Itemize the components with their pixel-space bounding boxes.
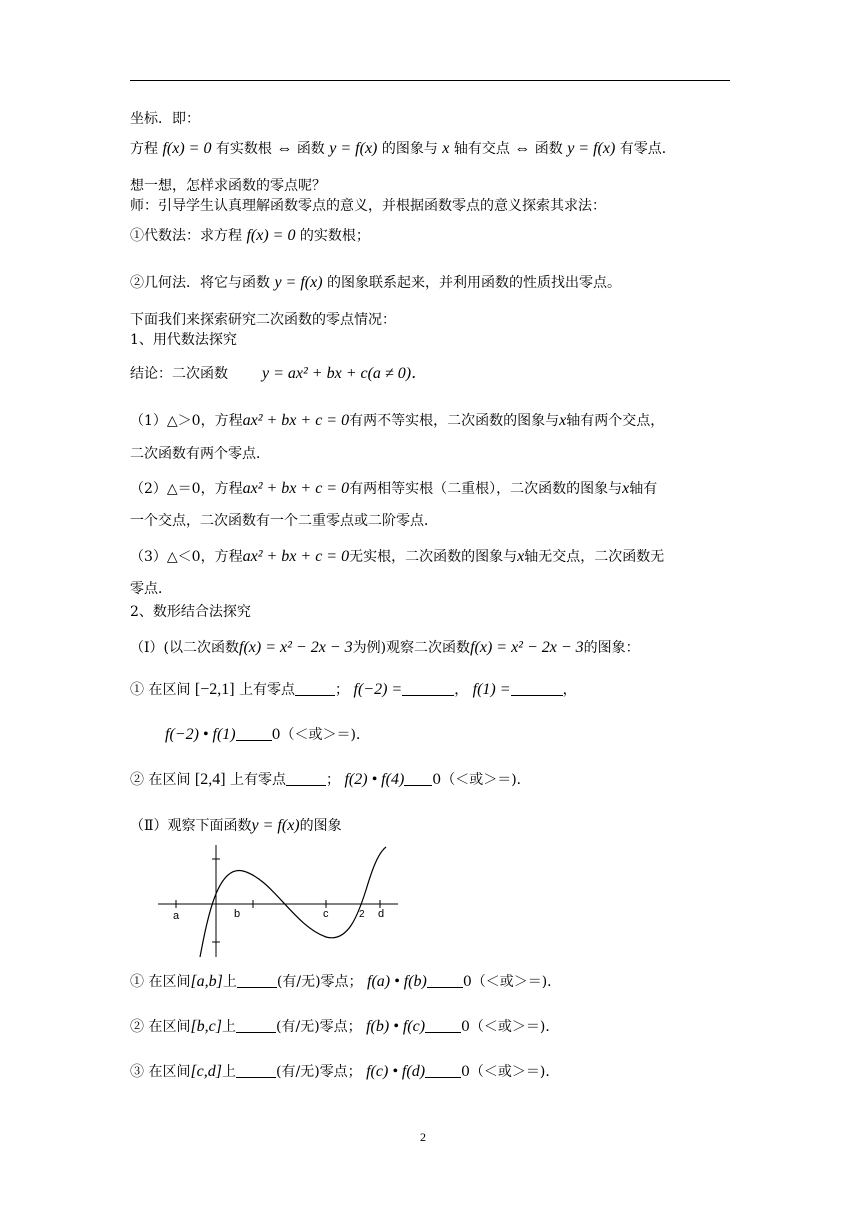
iff-symbol: ⇔ [514,140,531,157]
page-number: 2 [420,1130,426,1144]
text-line: 一个交点，二次函数有一个二重零点或二阶零点． [130,513,438,529]
text-line: （1）△＞0，方程ax² + bx + c = 0有两不等实根，二次函数的图象与x轴有两个交点， [130,412,665,429]
text-line: 下面我们来探索研究二次函数的零点情况： [130,312,396,328]
text-line: 二次函数有两个零点． [130,446,270,462]
section-heading: 2、数形结合法探究 [130,604,251,620]
answer-blank[interactable] [236,1020,276,1033]
exercise-line: ① 在区间 [−2,1] 上有零点 ； f(−2) = ， f(1) = ， [130,681,577,698]
label-c: c [323,908,329,920]
text-line: 零点． [130,581,172,597]
text-line: ②几何法．将它与函数 y = f(x) 的图象联系起来，并利用函数的性质找出零点。 [130,274,622,291]
function-graph [158,845,398,960]
label-b: b [234,908,241,920]
answer-blank[interactable] [425,1020,461,1033]
exercise-line: ① 在区间[a,b]上 (有/无)零点； f(a) • f(b) 0（＜或＞＝)． [130,973,562,990]
exercise-line: f(−2) • f(1) 0（＜或＞＝)． [165,726,370,743]
label-d: d [378,908,385,920]
answer-blank[interactable] [295,683,335,696]
text-line: 想一想，怎样求函数的零点呢？ [130,178,326,194]
text-line: （3）△＜0，方程ax² + bx + c = 0无实根，二次函数的图象与x轴无交点，二次函数无 [130,548,665,565]
label-2: 2 [359,909,365,920]
exercise-line: ② 在区间 [2,4] 上有零点 ； f(2) • f(4) 0（＜或＞＝)． [130,771,531,788]
text-line: 师：引导学生认真理解函数零点的意义，并根据函数零点的意义探索其求法： [130,198,606,214]
answer-blank[interactable] [237,975,277,988]
exercise-line: ② 在区间[b,c]上 (有/无)零点； f(b) • f(c) 0（＜或＞＝)． [130,1018,560,1035]
answer-blank[interactable] [236,728,272,741]
label-a: a [173,910,180,922]
text-line: （Ⅱ）观察下面函数y = f(x)的图象 [130,817,342,834]
text-line: 坐标．即： [130,111,200,127]
text-line: 结论：二次函数 y = ax² + bx + c(a ≠ 0)． [130,365,428,382]
exercise-line: ③ 在区间[c,d]上 (有/无)零点； f(c) • f(d) 0（＜或＞＝)． [130,1063,560,1080]
answer-blank[interactable] [511,683,563,696]
equivalence-line: 方程 f(x) = 0 有实数根 ⇔ 函数 y = f(x) 的图象与 x 轴有交点 ⇔ 函数 y = f(x) 有零点． [130,140,676,157]
answer-blank[interactable] [427,975,463,988]
answer-blank[interactable] [286,773,326,786]
answer-blank[interactable] [402,683,454,696]
answer-blank[interactable] [236,1065,276,1078]
answer-blank[interactable] [404,773,432,786]
text-line: ①代数法：求方程 f(x) = 0 的实数根； [130,227,370,244]
section-heading: 1、用代数法探究 [130,332,237,348]
text-line: （2）△＝0，方程ax² + bx + c = 0有两相等实根（二重根），二次函数的图象与x轴有 [130,480,658,497]
header-rule [130,80,730,81]
answer-blank[interactable] [425,1065,461,1078]
text-line: （Ⅰ）(以二次函数f(x) = x² − 2x − 3为例)观察二次函数f(x) = x² − 2x − 3的图象： [130,639,640,656]
function-curve [200,847,386,957]
iff-symbol: ⇔ [276,140,293,157]
